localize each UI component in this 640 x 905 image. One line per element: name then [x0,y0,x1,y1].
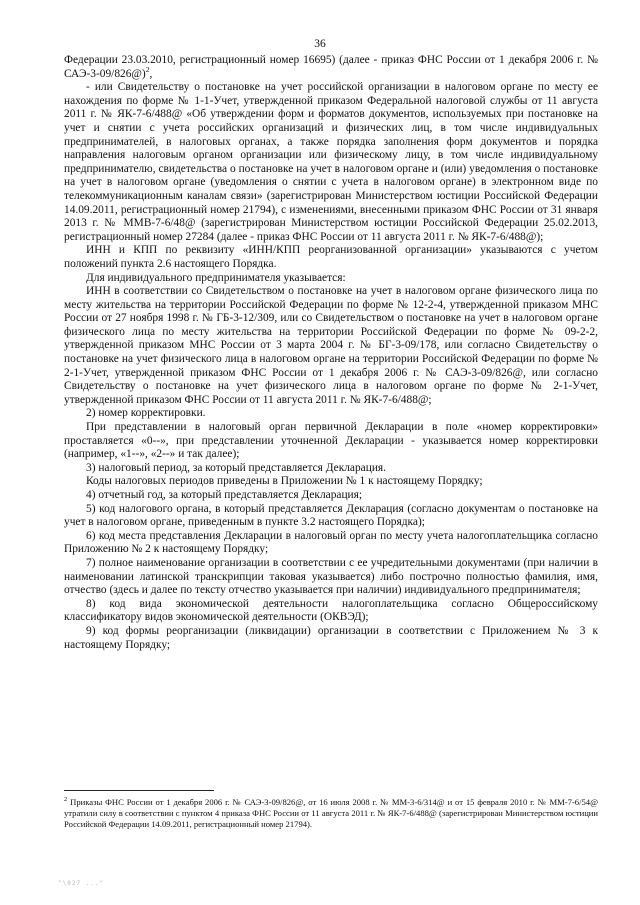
paragraph: ИНН в соответствии со Свидетельством о постановке на учет в налоговом органе физического лица по месту жительства на территории Российской Федерации по форме № 12-2-4, утвержденной приказом МНС России от 27 ноября 1998 г. № ГБ-3-12/309, или со Свидетельством о постановке на учет в налоговом органе физического лица по месту жительства на территории Российской Федерации по форме № 09-2-2, утвержденной приказом МНС России от 3 марта 2004 г. № БГ-3-09/178, или согласно Свидетельству о постановке на учет физического лица в налоговом органе на территории Российской Федерации по форме № 2-1-Учет, утвержденной приказом ФНС России от 1 декабря 2006 г. № САЭ-3-09/826@, или согласно Свидетельству о постановке на учет физического лица в налоговом органе по форме № 2-1-Учет, утвержденной приказом ФНС России от 11 августа 2011 г. № ЯК-7-6/488@; [64,285,598,406]
footnote-divider [64,790,214,791]
footnote [64,797,598,831]
page-number: 36 [314,38,326,50]
footnote-mark: 2 [64,796,68,804]
paragraph [64,54,598,81]
paragraph: 3) налоговый период, за который представляется Декларация. [86,461,386,474]
paragraph: Коды налоговых периодов приведены в Приложении № 1 к настоящему Порядку; [86,475,483,488]
scan-artifact: "\027 ..." [58,880,105,887]
paragraph: 7) полное наименование организации в соответствии с ее учредительными документами (при наличии в наименовании латинской транскрипции таковая указывается) либо построчно полностью фамилия, имя, отчество (здесь и далее по тексту отчество указывается при наличии) индивидуального предпринимателя; [64,556,598,597]
paragraph: 5) код налогового органа, в который представляется Декларация (согласно документам о постановке на учет в налоговом органе, приведенным в пункте 3.2 настоящего Порядка); [64,502,598,529]
paragraph: 2) номер корректировки. [86,407,206,420]
paragraph-text-tail: , [149,67,153,80]
paragraph: При представлении в налоговый орган первичной Декларации в поле «номер корректировки» проставляется «0--», при представлении уточненной Декларации - указывается номер корректировки (например, «1--», «2--» и так далее); [64,421,598,461]
body-text [64,54,598,652]
paragraph: - или Свидетельству о постановке на учет российской организации в налоговом органе по месту ее нахождения по форме № 1-1-Учет, утвержденной приказом Федеральной налоговой службы от 11 августа 2011 г. № ЯК-7-6/488@ «Об утверждении форм и форматов документов, используемых при постановке на учет и снятии с учета российских организаций и физических лиц, в том числе индивидуальных предпринимателей, в налоговых органах, а также порядка заполнения форм документов и порядка направления налоговым органом организации или физическому лицу, в том числе индивидуальному предпринимателю, свидетельства о постановке на учет в налоговом органе и (или) уведомления о постановке на учет в налоговом органе (уведомления о снятии с учета в налоговом органе) в электронном виде по телекоммуникационным каналам связи» (зарегистрирован Министерством юстиции Российской Федерации 14.09.2011, регистрационный номер 21794), с изменениями, внесенными приказом ФНС России от 31 января 2013 г. № ММВ-7-6/48@ (зарегистрирован Министерством юстиции Российской Федерации 25.02.2013, регистрационный номер 27284 (далее - приказ ФНС России от 11 августа 2011 г. № ЯК-7-6/488@); [64,81,598,243]
paragraph: 4) отчетный год, за который представляется Декларация; [86,489,363,501]
paragraph: 9) код формы реорганизации (ликвидации) организации в соответствии с Приложением № 3 к настоящему Порядку; [64,624,598,651]
paragraph: ИНН и КПП по реквизиту «ИНН/КПП реорганизованной организации» указываются с учетом положений пункта 2.6 настоящего Порядка. [64,244,598,270]
paragraph: 8) код вида экономической деятельности налогоплательщика согласно Общероссийскому классификатору видов экономической деятельности (ОКВЭД); [64,597,598,624]
footnote-reference[interactable]: 2 [145,64,150,74]
footnote-text: Приказы ФНС России от 1 декабря 2006 г. № САЭ-3-09/826@, от 16 июля 2008 г. № ММ-3-6/314@ и от 15 февраля 2010 г. № ММ-7-6/54@ утратили силу в соответствии с пунктом 4 приказа ФНС России от 11 августа 2011 г. № ЯК-7-6/488@ (зарегистрирован Министерством юстиции Российской Федерации 14.09.2011, регистрационный номер 21794). [64,797,598,830]
paragraph: Для индивидуального предпринимателя указывается: [86,271,346,284]
paragraph-text: Федерации 23.03.2010, регистрационный номер 16695) (далее - приказ ФНС России от 1 декабря 2006 г. № САЭ-3-09/826@) [64,54,598,80]
paragraph: 6) код места представления Декларации в налоговый орган по месту учета налогоплательщика согласно Приложению № 2 к настоящему Порядку; [64,529,598,556]
